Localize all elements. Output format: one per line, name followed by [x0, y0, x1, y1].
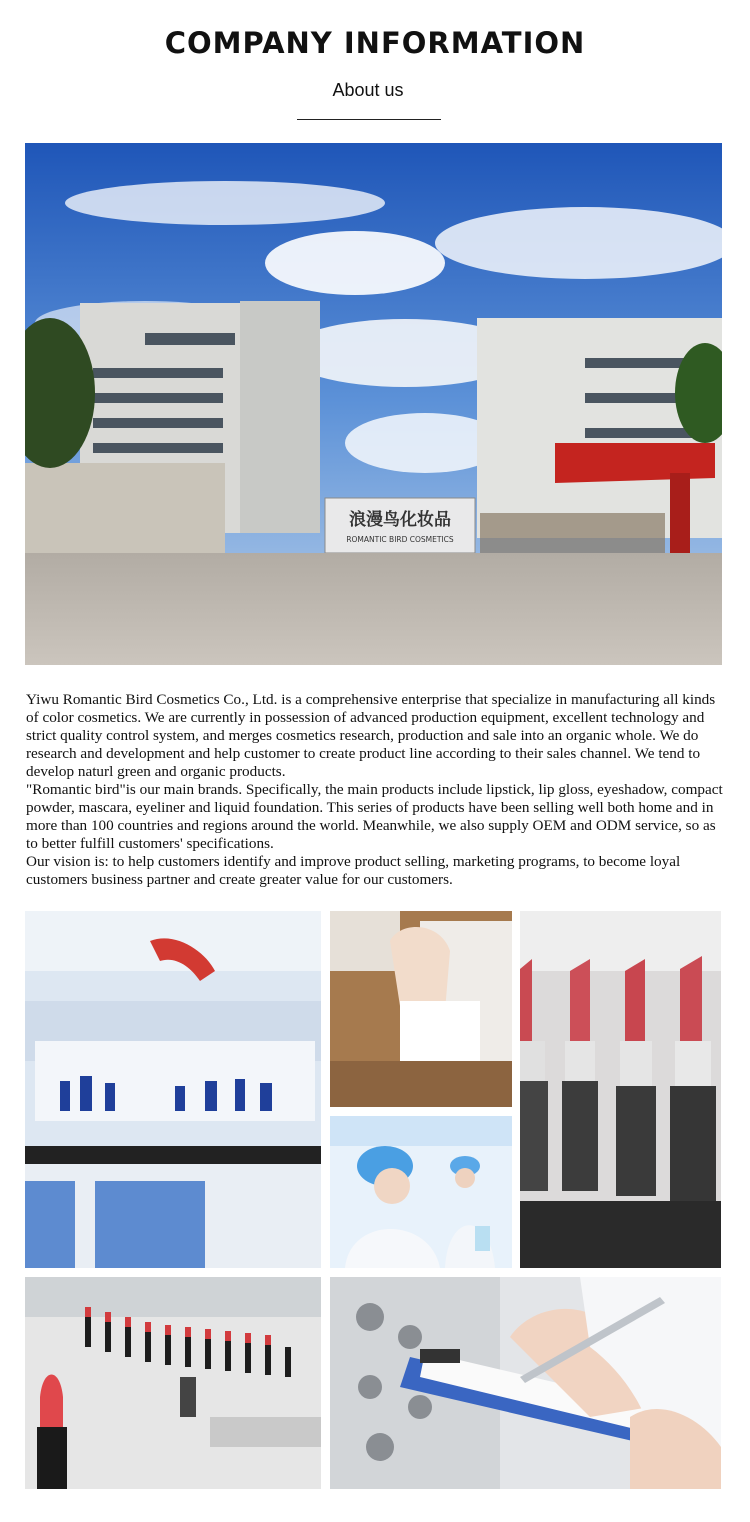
lab-photo: [25, 911, 321, 1268]
sign-english: ROMANTIC BIRD COSMETICS: [346, 535, 454, 544]
lipstick-tubes-photo: [520, 911, 721, 1268]
lipstick-production-photo: [25, 1277, 321, 1489]
description-paragraph-2: "Romantic bird"is our main brands. Specifically, the main products include lipstick, lip gloss, eyeshadow, compact powder, mascara, eyeliner and liquid foundation. This series of products have been selling well both home and in more than 100 countries and regions around the world. Meanwhile, we also supply OEM and ODM service, so as to better fulfill customers' specifications.: [26, 781, 723, 852]
sign-chinese: 浪漫鸟化妆品: [349, 510, 451, 530]
factory-photo: [25, 143, 722, 665]
section-subtitle: About us: [332, 80, 404, 100]
clipboard-photo: [330, 1277, 721, 1489]
page-title: COMPANY INFORMATION: [164, 26, 586, 60]
description-paragraph-1: Yiwu Romantic Bird Cosmetics Co., Ltd. is a comprehensive enterprise that specialize in manufacturing all kinds of color cosmetics. We are currently in possession of advanced production equipment, excellent technology and strict quality control system, and merges cosmetics research, production and sale into an organic whole. We do research and development and help customer to create product line according to their sales channel. We tend to develop naturl green and organic products.: [26, 691, 716, 780]
description-paragraph-3: Our vision is: to help customers identify and improve product selling, marketing programs, to become loyal customers business partner and create greater value for our customers.: [26, 853, 681, 888]
title-divider: [297, 119, 441, 120]
packaging-photo: [330, 911, 512, 1107]
workers-photo: [330, 1116, 512, 1268]
company-description: [26, 691, 730, 889]
